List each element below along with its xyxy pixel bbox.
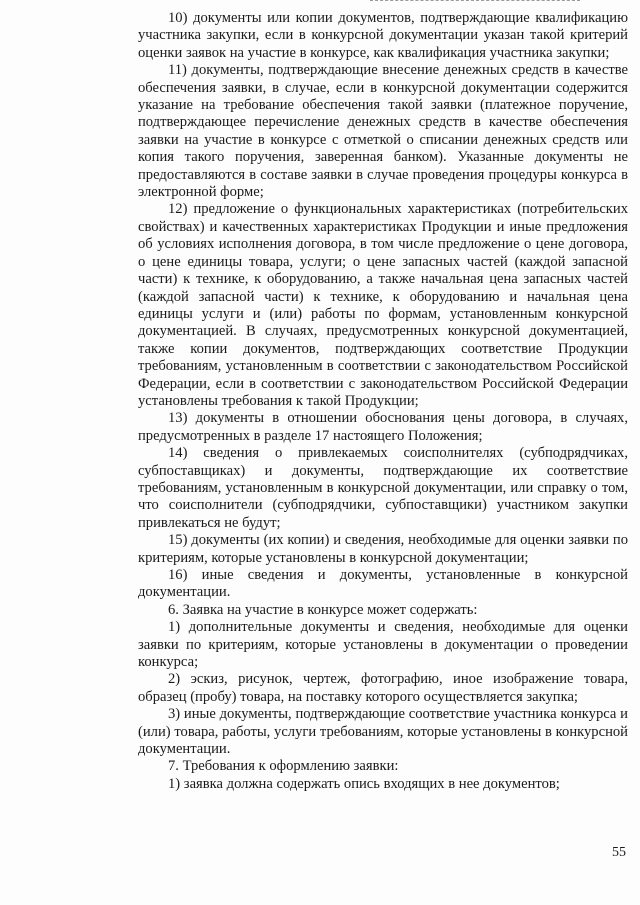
- scan-artifact: [370, 0, 580, 4]
- section-heading: 6. Заявка на участие в конкурсе может содержать:: [168, 601, 478, 618]
- paragraph: 16) иные сведения и документы, установленные в конкурсной документации.: [138, 567, 628, 601]
- section-heading: 7. Требования к оформлению заявки:: [168, 758, 399, 775]
- paragraph: 11) документы, подтверждающие внесение денежных средств в качестве обеспечения заявки, в случае, если в конкурсной документации содержится указание на требование обеспечения такой заявки (платежное поручение, подтверждающее перечисление денежных средств в качестве обеспечения заявки на участие в конкурсе с отметкой о списании денежных средств или копия такого поручения, заверенная банком). Указанные документы не предоставляются в составе заявки в случае проведения процедуры конкурса в электронной форме;: [138, 62, 628, 201]
- paragraph: 1) заявка должна содержать опись входящих в нее документов;: [168, 775, 560, 792]
- paragraph: 3) иные документы, подтверждающие соответствие участника конкурса и (или) товара, работы, услуги требованиям, которые установлены в конкурсной документации.: [138, 706, 628, 758]
- paragraph: 2) эскиз, рисунок, чертеж, фотографию, иное изображение товара, образец (пробу) товара, на поставку которого осуществляется закупка;: [138, 671, 628, 705]
- paragraph: 1) дополнительные документы и сведения, необходимые для оценки заявки по критериям, которые установлены в документации о проведении конкурса;: [138, 619, 628, 671]
- paragraph: 12) предложение о функциональных характеристиках (потребительских свойствах) и качественных характеристиках Продукции и иные предложения об условиях исполнения договора, в том числе предложение о цене договора, о цене единицы товара, услуги; о цене запасных частей (каждой запасной части) к технике, к оборудованию, а также начальная цена запасных частей (каждой запасной части) к технике, к оборудованию и начальная цена единицы услуги и (или) работы по формам, установленным конкурсной документацией. В случаях, предусмотренных конкурсной документацией, также копии документов, подтверждающих соответствие Продукции требованиям, установленным в соответствии с законодательством Российской Федерации, если в соответствии с законодательством Российской Федерации установлены требования к такой Продукции;: [138, 201, 628, 409]
- paragraph: 15) документы (их копии) и сведения, необходимые для оценки заявки по критериям, которые установлены в конкурсной документации;: [138, 532, 628, 566]
- paragraph: 13) документы в отношении обоснования цены договора, в случаях, предусмотренных в разделе 17 настоящего Положения;: [138, 410, 628, 444]
- paragraph: 10) документы или копии документов, подтверждающие квалификацию участника закупки, если в конкурсной документации указан такой критерий оценки заявок на участие в конкурсе, как квалификация участника закупки;: [138, 10, 628, 61]
- paragraph: 14) сведения о привлекаемых соисполнителях (субподрядчиках, субпоставщиках) и документы, подтверждающие их соответствие требованиям, установленным в конкурсной документации, или справку о том, что соисполнители (субподрядчики, субпоставщики) участником закупки привлекаться не будут;: [138, 445, 628, 531]
- page-number: 55: [612, 845, 626, 860]
- page-body: [138, 10, 628, 793]
